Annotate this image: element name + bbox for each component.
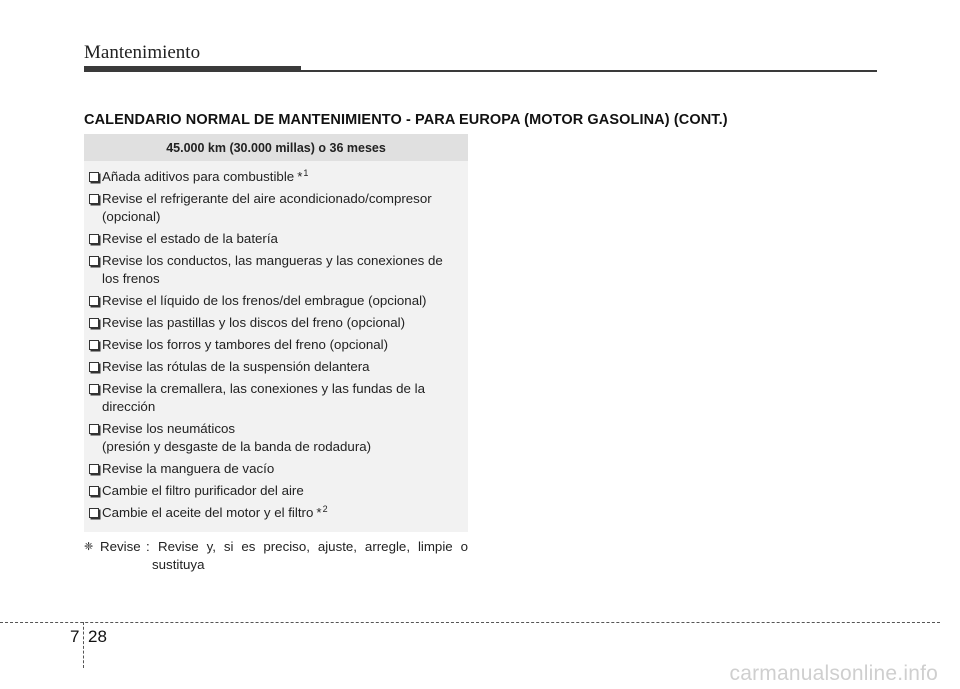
list-item: Cambie el aceite del motor y el filtro *$^2$ [88, 504, 468, 522]
checkbox-icon [89, 424, 99, 434]
list-item [88, 380, 468, 416]
interval-title: 45.000 km (30.000 millas) o 36 meses [84, 134, 468, 161]
note-text-cont: sustituya [152, 557, 205, 572]
item-text: Revise el líquido de los frenos/del embrague (opcional) [102, 293, 427, 308]
list-item [88, 420, 468, 456]
list-item [88, 358, 468, 376]
checkbox-icon [89, 362, 99, 372]
list-item [88, 252, 468, 288]
item-text: Revise los conductos, las mangueras y las conexiones de [102, 253, 443, 268]
checkbox-icon [89, 234, 99, 244]
item-text: Revise la manguera de vacío [102, 461, 275, 476]
header-rule-thin [301, 70, 877, 72]
note-label: Revise [100, 539, 141, 554]
schedule-heading: CALENDARIO NORMAL DE MANTENIMIENTO - PARA EUROPA (MOTOR GASOLINA) (CONT.) [84, 112, 728, 128]
checkbox-icon [89, 194, 99, 204]
item-text: Añada aditivos para combustible [102, 169, 295, 184]
footnote-ref: 1 [303, 167, 309, 178]
checkbox-icon [89, 508, 99, 518]
maintenance-list [84, 161, 468, 522]
item-text: Cambie el aceite del motor y el filtro [102, 505, 314, 520]
checkbox-icon [89, 256, 99, 266]
item-text: Revise la cremallera, las conexiones y las fundas de la [102, 381, 425, 396]
item-text-cont: los frenos [102, 271, 160, 286]
footer-divider [0, 622, 940, 623]
item-text: Cambie el filtro purificador del aire [102, 483, 304, 498]
item-text: Revise el estado de la batería [102, 231, 278, 246]
checkbox-icon [89, 296, 99, 306]
item-text: Revise el refrigerante del aire acondicionado/compresor [102, 191, 432, 206]
footer-divider-vertical [83, 622, 84, 668]
list-item [88, 482, 468, 500]
list-item [88, 230, 468, 248]
page-number: 28 [88, 627, 107, 646]
checkbox-icon [89, 384, 99, 394]
checkbox-icon [89, 486, 99, 496]
item-text: Revise las pastillas y los discos del freno (opcional) [102, 315, 406, 330]
checkbox-icon [89, 318, 99, 328]
checkbox-icon [89, 172, 99, 182]
item-text: Revise las rótulas de la suspensión delantera [102, 359, 370, 374]
item-text-cont: dirección [102, 399, 156, 414]
item-text: Revise los neumáticos [102, 421, 236, 436]
checkbox-icon [89, 340, 99, 350]
footnote-ref: 2 [322, 503, 328, 514]
note-separator: : [146, 539, 150, 554]
asterisk-symbol-icon: ❈ [84, 541, 94, 553]
list-item: Añada aditivos para combustible *$^1$ [88, 168, 468, 186]
list-item [88, 292, 468, 310]
list-item [88, 314, 468, 332]
list-item [88, 190, 468, 226]
item-text: Revise los forros y tambores del freno (opcional) [102, 337, 389, 352]
section-title: Mantenimiento [84, 42, 201, 63]
item-text-cont: (presión y desgaste de la banda de rodadura) [102, 439, 372, 454]
list-item [88, 336, 468, 354]
legend-note [84, 538, 468, 574]
chapter-number: 7 [70, 627, 80, 646]
maintenance-box [84, 134, 468, 532]
note-text: Revise y, si es preciso, ajuste, arregle, limpie o [158, 539, 468, 554]
item-text-cont: (opcional) [102, 209, 161, 224]
list-item [88, 460, 468, 478]
checkbox-icon [89, 464, 99, 474]
watermark: carmanualsonline.info [729, 662, 938, 685]
header-rule-thick [84, 66, 301, 72]
